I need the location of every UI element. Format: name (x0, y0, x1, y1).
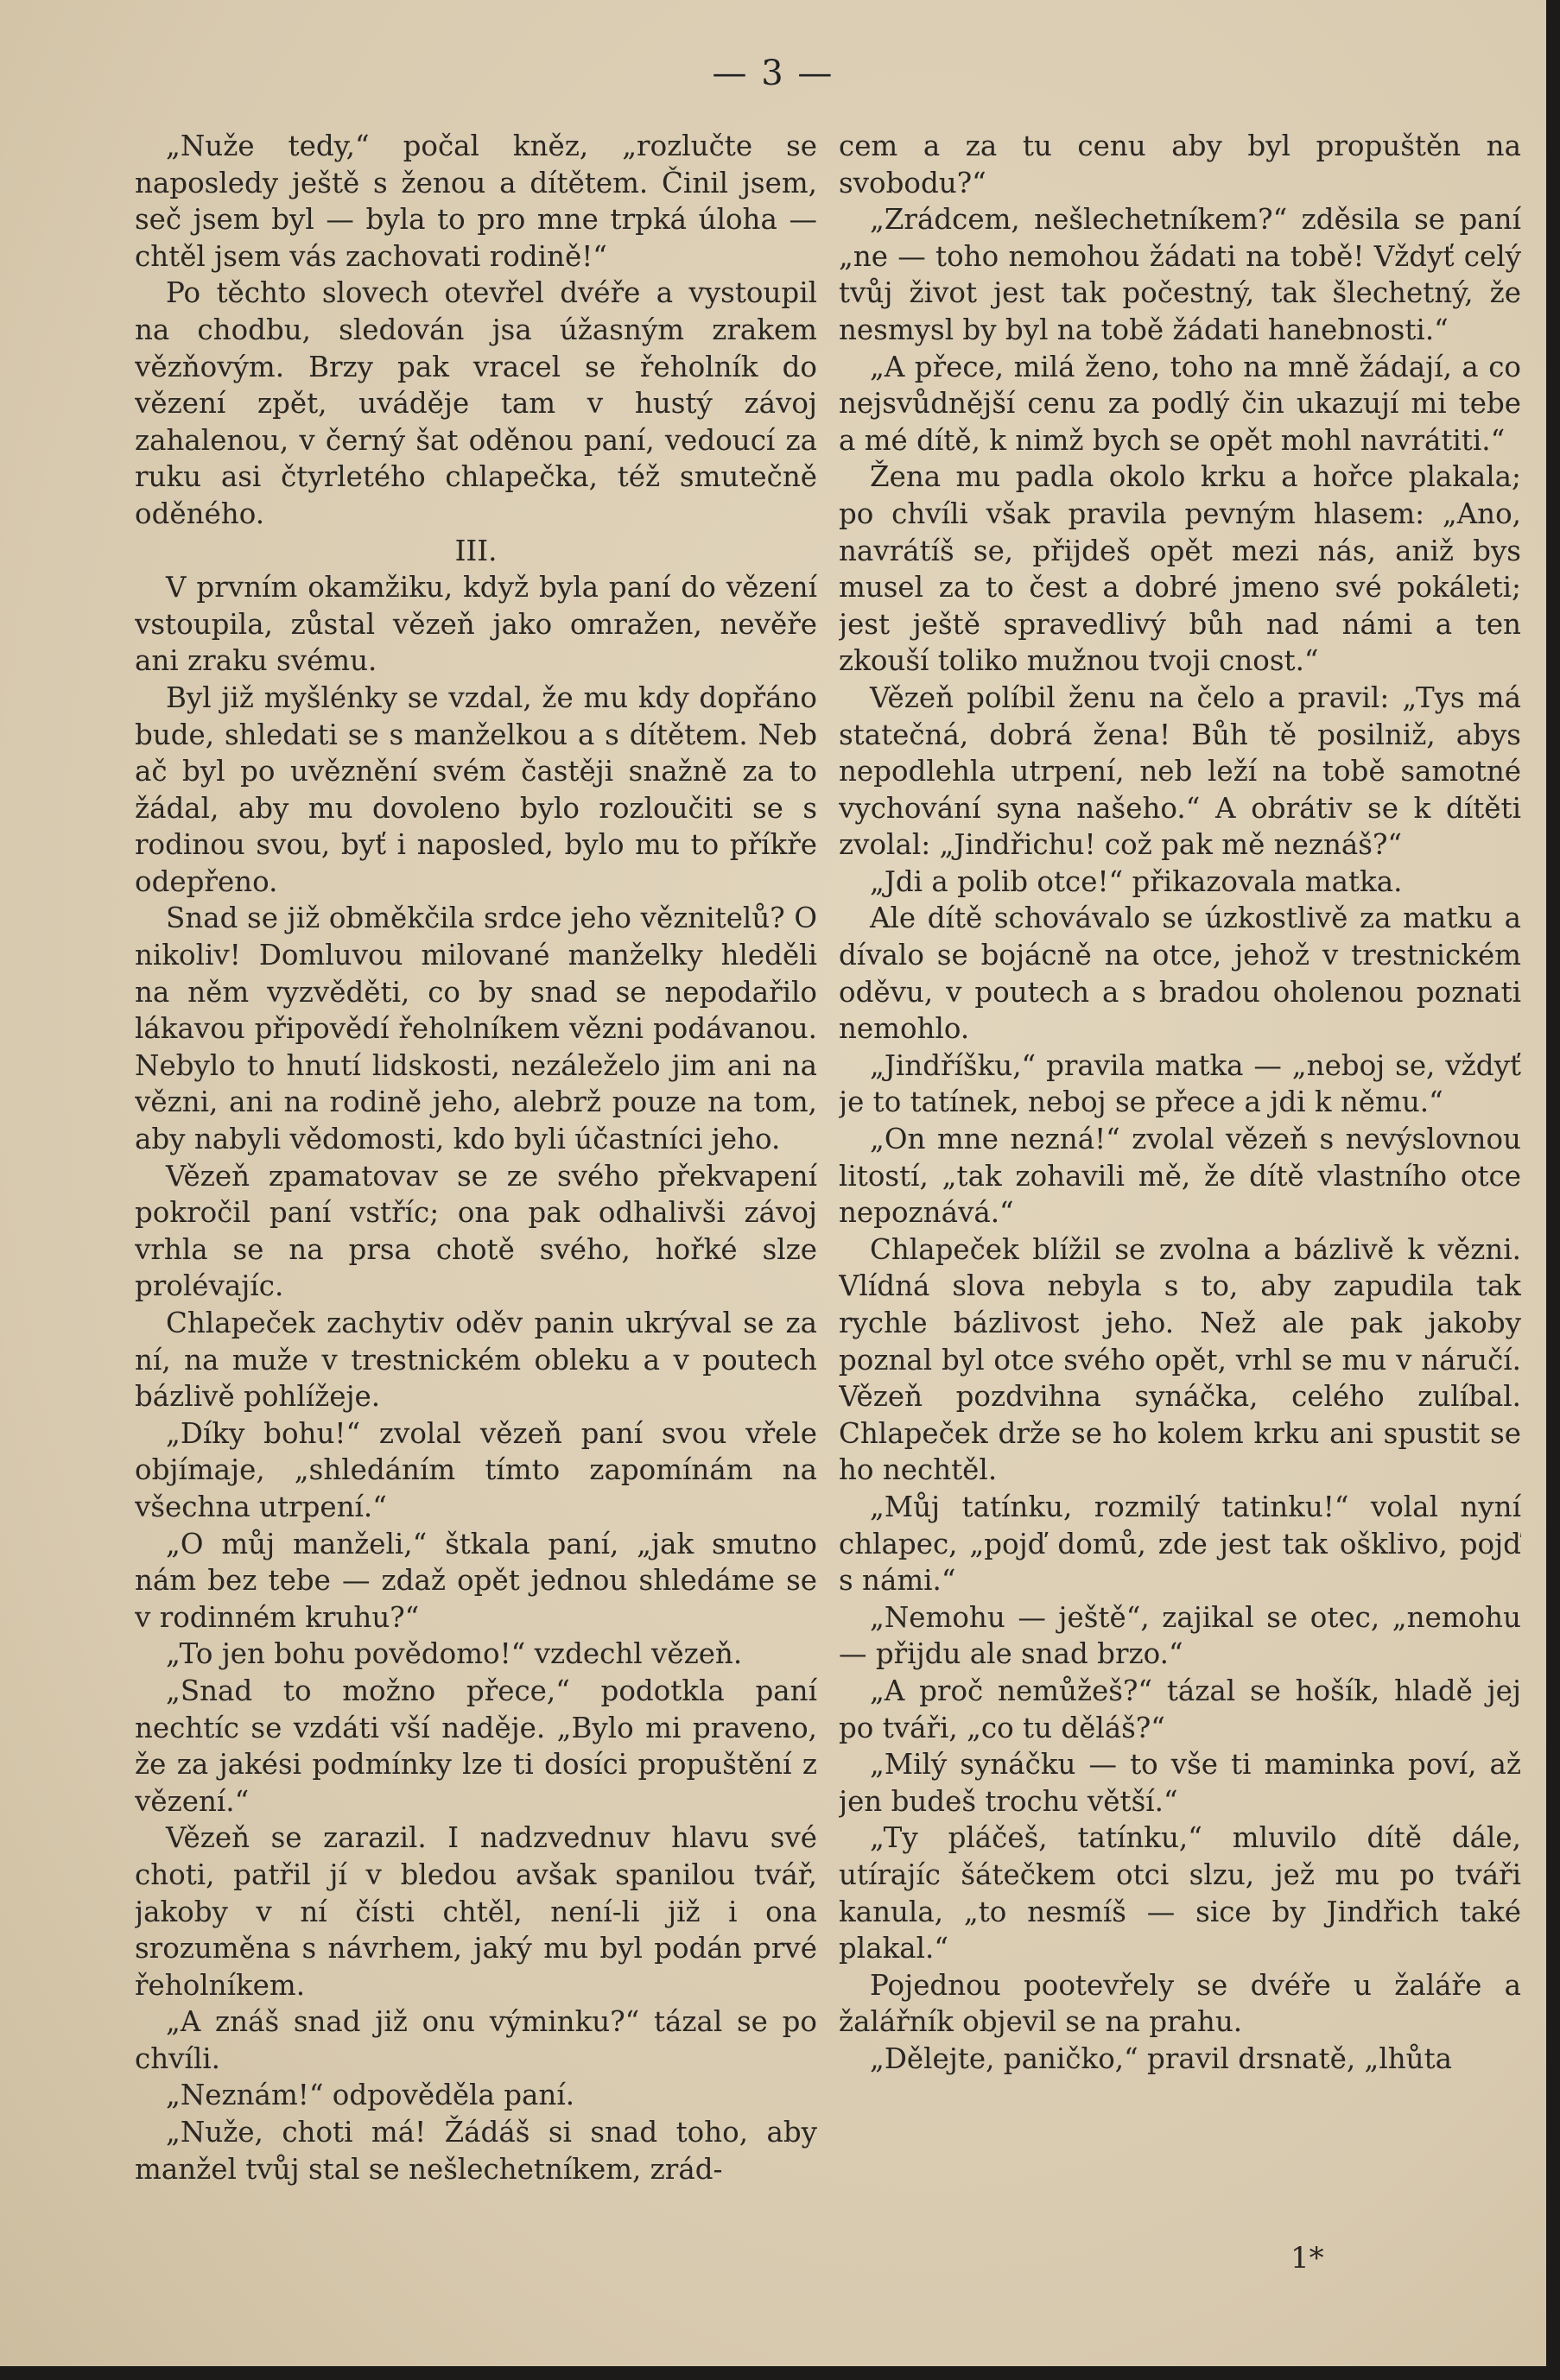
paragraph: „Nemohu — ještě“, zajikal se otec, „nemohu — přijdu ale snad brzo.“ (839, 1600, 1521, 1671)
paragraph: „A znáš snad již onu výminku?“ tázal se po chvíli. (135, 2005, 817, 2075)
chapter-heading: III. (454, 534, 498, 567)
paragraph: „Zrádcem, nešlechetníkem?“ zděsila se paní „ne — toho nemohou žádati na tobě! Vždyť celý tvůj život jest tak počestný, tak šlechetný, že nesmysl by byl na tobě žádati hanebnosti.“ (839, 203, 1521, 346)
paragraph: „Jdi a polib otce!“ přikazovala matka. (870, 864, 1403, 898)
paragraph: Pojednou pootevřely se dvéře u žaláře a žalářník objevil se na prahu. (839, 1968, 1521, 2039)
paragraph: „To jen bohu povědomo!“ vzdechl vězeň. (166, 1637, 743, 1671)
paragraph: „A přece, milá ženo, toho na mně žádají, a co nejsvůdnější cenu za podlý čin ukazují mi tebe a mé dítě, k nimž bych se opět mohl navrátiti.“ (839, 350, 1521, 457)
paragraph: V prvním okamžiku, když byla paní do vězení vstoupila, zůstal vězeň jako omražen, nevěře ani zraku svému. (135, 571, 817, 678)
paragraph: „O můj manželi,“ štkala paní, „jak smutno nám bez tebe — zdaž opět jednou shledáme se v rodinném kruhu?“ (135, 1527, 817, 1634)
paragraph: Ale dítě schovávalo se úzkostlivě za matku a dívalo se bojácně na otce, jehož v trestnickém oděvu, v poutech a s bradou oholenou poznati nemohlo. (839, 902, 1521, 1046)
paragraph: Vězeň zpamatovav se ze svého překvapení pokročil paní vstříc; ona pak odhalivši závoj vrhla se na prsa chotě svého, hořké slze prolévajíc. (135, 1159, 817, 1303)
paragraph: „Snad to možno přece,“ podotkla paní nechtíc se vzdáti vší naděje. „Bylo mi praveno, že za jakési podmínky lze ti dosíci propuštění z vězení.“ (135, 1674, 817, 1818)
paragraph: „Neznám!“ odpověděla paní. (166, 2079, 575, 2112)
signature-mark: 1* (1290, 2241, 1324, 2276)
paragraph: Byl již myšlénky se vzdal, že mu kdy dopřáno bude, shledati se s manželkou a s dítětem. Neb ač byl po uvěznění svém častěji snažně za to žádal, aby mu dovoleno bylo rozloučiti se s rodinou svou, byť i naposled, bylo mu to příkře odepřeno. (135, 680, 817, 898)
paragraph: Vězeň políbil ženu na čelo a pravil: „Tys má statečná, dobrá žena! Bůh tě posilniž, abys nepodlehla utrpení, neb leží na tobě samotné vychování syna našeho.“ A obrátiv se k dítěti zvolal: „Jindřichu! což pak mě neznáš?“ (839, 680, 1521, 862)
paragraph: „Jindříšku,“ pravila matka — „neboj se, vždyť je to tatínek, neboj se přece a jdi k němu.“ (839, 1048, 1521, 1119)
paragraph: Vězeň se zarazil. I nadzvednuv hlavu své choti, patřil jí v bledou avšak spanilou tvář, jakoby v ní čísti chtěl, není-li již i ona srozuměna s návrhem, jaký mu byl podán prvé řeholníkem. (135, 1821, 817, 2002)
paragraph: „Díky bohu!“ zvolal vězeň paní svou vřele objímaje, „shledáním tímto zapomínám na všechna utrpení.“ (135, 1416, 817, 1523)
paragraph: „Nuže, choti má! Žádáš si snad toho, aby manžel tvůj stal se nešlechetníkem, zrád- (135, 2116, 817, 2186)
right-column (839, 128, 1521, 2235)
paragraph: Po těchto slovech otevřel dvéře a vystoupil na chodbu, sledován jsa úžasným zrakem vězňovým. Brzy pak vracel se řeholník do vězení zpět, uváděje tam v hustý závoj zahalenou, v černý šat oděnou paní, vedoucí za ruku asi čtyrletého chlapečka, též smutečně oděného. (135, 276, 817, 530)
paragraph: „A proč nemůžeš?“ tázal se hošík, hladě jej po tváři, „co tu děláš?“ (839, 1674, 1521, 1744)
paragraph: Chlapeček blížil se zvolna a bázlivě k vězni. Vlídná slova nebyla s to, aby zapudila tak rychle bázlivost jeho. Než ale pak jakoby poznal byl otce svého opět, vrhl se mu v náručí. Vězeň pozdvihna synáčka, celého zulíbal. Chlapeček drže se ho kolem krku ani spustit se ho nechtěl. (839, 1232, 1521, 1487)
paragraph: Chlapeček zachytiv oděv panin ukrýval se za ní, na muže v trestnickém obleku a v poutech bázlivě pohlížeje. (135, 1307, 817, 1414)
paragraph: Snad se již obměkčila srdce jeho věznitelů? O nikoliv! Domluvou milované manželky hleděli na něm vyzvěděti, co by snad se nepodařilo lákavou připovědí řeholníkem vězni podávanou. Nebylo to hnutí lidskosti, nezáleželo jim ani na vězni, ani na rodině jeho, alebrž pouze na tom, aby nabyli vědomosti, kdo byli účastníci jeho. (135, 902, 817, 1156)
paragraph: „Nuže tedy,“ počal kněz, „rozlučte se naposledy ještě s ženou a dítětem. Činil jsem, seč jsem byl — byla to pro mne trpká úloha — chtěl jsem vás zachovati rodině!“ (135, 130, 817, 273)
paragraph: „Milý synáčku — to vše ti maminka poví, až jen budeš trochu větší.“ (839, 1748, 1521, 1818)
paragraph: „Ty pláčeš, tatínku,“ mluvilo dítě dále, utírajíc šátečkem otci slzu, jež mu po tváři kanula, „to nesmíš — sice by Jindřich také plakal.“ (839, 1821, 1521, 1965)
left-column (135, 128, 817, 2235)
paragraph: „On mne nezná!“ zvolal vězeň s nevýslovnou litostí, „tak zohavili mě, že dítě vlastního otce nepoznává.“ (839, 1123, 1521, 1230)
paragraph: Žena mu padla okolo krku a hořce plakala; po chvíli však pravila pevným hlasem: „Ano, navrátíš se, přijdeš opět mezi nás, aniž bys musel za to čest a dobré jmeno své pokáleti; jest ještě spravedlivý bůh nad námi a ten zkouší toliko mužnou tvoji cnost.“ (839, 460, 1521, 678)
page-number: — 3 — (712, 54, 834, 93)
paragraph: cem a za tu cenu aby byl propuštěn na svobodu?“ (839, 130, 1521, 199)
paragraph: „Dělejte, paničko,“ pravil drsnatě, „lhůta (870, 2041, 1453, 2075)
paragraph: „Můj tatínku, rozmilý tatinku!“ volal nyní chlapec, „pojď domů, zde jest tak ošklivo, pojď s námi.“ (839, 1490, 1521, 1598)
